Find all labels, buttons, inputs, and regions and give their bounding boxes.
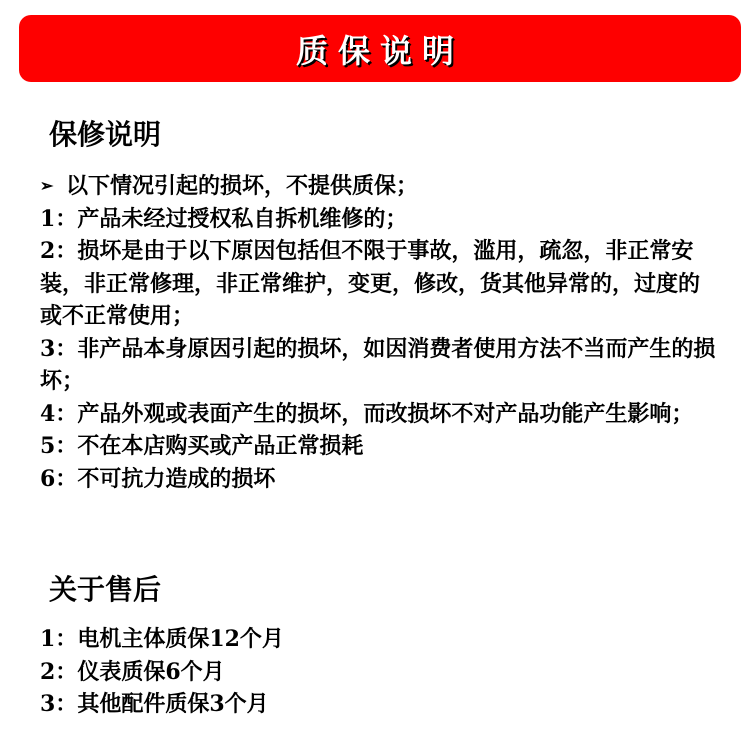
item-text: 不在本店购买或产品正常损耗 [77, 433, 364, 459]
arrow-right-icon: ➢ [40, 176, 54, 195]
item-text: 非产品本身原因引起的损坏，如因消费者使用方法不当而产生的损坏； [40, 335, 716, 394]
list-item [40, 235, 720, 333]
item-number: 3： [40, 691, 78, 717]
after-sales-heading: 关于售后 [49, 573, 162, 606]
item-text: 不可抗力造成的损坏 [77, 465, 276, 492]
item-text: 产品外观或表面产生的损坏，而改损坏不对产品功能产生影响； [77, 400, 694, 427]
list-item [40, 398, 720, 431]
item-number: 3： [40, 335, 78, 362]
item-number: 1： [40, 205, 78, 232]
banner-title: 质保说明 [295, 31, 464, 70]
item-text: 其他配件质保3个月 [77, 691, 269, 717]
warranty-list [40, 170, 720, 495]
item-number: 2： [40, 658, 78, 685]
item-text: 电机主体质保12个月 [77, 626, 284, 652]
title-banner [19, 15, 741, 82]
item-number: 5： [40, 433, 78, 459]
warranty-heading: 保修说明 [49, 118, 162, 151]
list-item [40, 656, 720, 689]
list-item [40, 688, 720, 721]
item-text: 损坏是由于以下原因包括但不限于事故，滥用，疏忽，非正常安装，非正常修理，非正常维护，变更，修改，货其他异常的，过度的或不正常使用； [40, 238, 701, 329]
item-text: 仪表质保6个月 [77, 658, 225, 685]
item-number: 1： [40, 626, 78, 652]
list-item [40, 333, 720, 398]
after-sales-list [40, 623, 720, 721]
list-item [40, 463, 720, 496]
warranty-intro [40, 170, 720, 203]
item-number: 6： [40, 465, 78, 492]
item-text: 产品未经过授权私自拆机维修的； [77, 205, 408, 232]
item-number: 2： [40, 238, 78, 264]
list-item [40, 203, 720, 236]
list-item [40, 430, 720, 463]
list-item [40, 623, 720, 656]
warranty-intro-text: 以下情况引起的损坏，不提供质保； [66, 173, 419, 199]
item-number: 4： [40, 400, 78, 427]
